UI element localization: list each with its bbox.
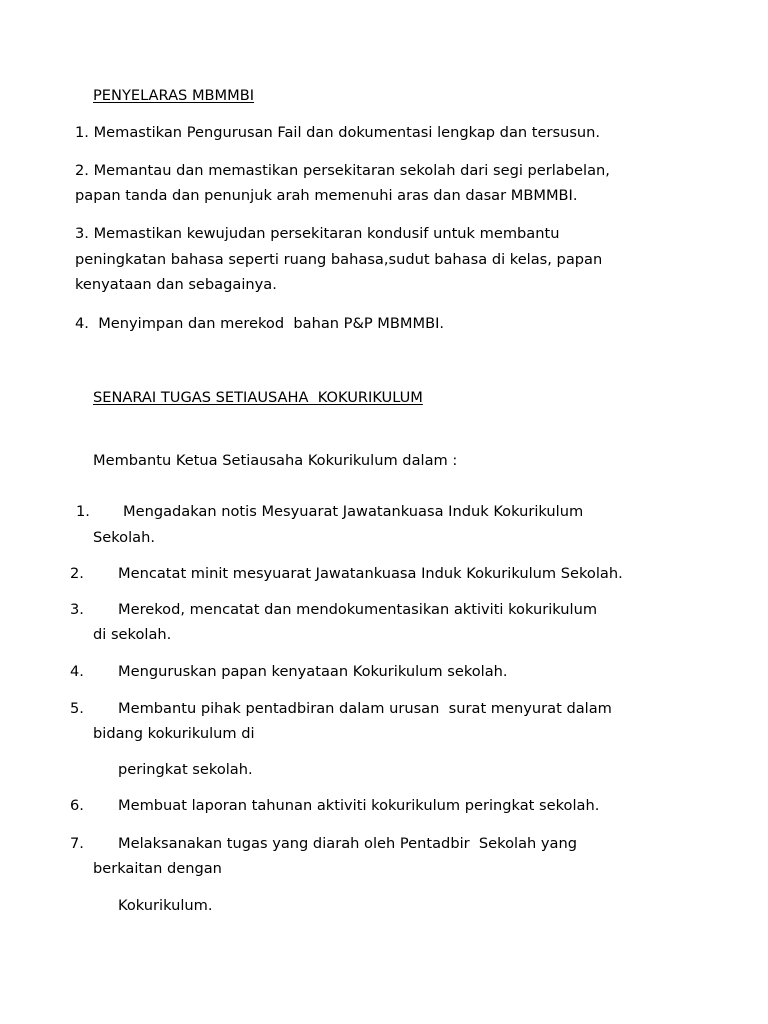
section1-item-4-line-1: 4. Menyimpan dan merekod bahan P&P MBMMBI.: [75, 315, 445, 332]
section1-item-3-line-2: peningkatan bahasa seperti ruang bahasa,sudut bahasa di kelas, papan: [75, 251, 603, 268]
section1-item-3-line-1: 3. Memastikan kewujudan persekitaran kondusif untuk membantu: [75, 225, 560, 242]
section2-item-3-line-1: Merekod, mencatat dan mendokumentasikan aktiviti kokurikulum: [118, 601, 598, 618]
section2-item-4-line-1: Menguruskan papan kenyataan Kokurikulum sekolah.: [118, 663, 508, 680]
section2-item-3-line-2: di sekolah.: [93, 626, 172, 643]
section2-item-2-number: 2.: [70, 565, 84, 582]
section2-item-7-number: 7.: [70, 835, 84, 852]
section2-item-5-number: 5.: [70, 700, 84, 717]
section2-item-5-line-1: Membantu pihak pentadbiran dalam urusan surat menyurat dalam: [118, 700, 612, 717]
section1-item-2-line-1: 2. Memantau dan memastikan persekitaran sekolah dari segi perlabelan,: [75, 162, 610, 179]
section2-heading: SENARAI TUGAS SETIAUSAHA KOKURIKULUM: [93, 389, 423, 406]
section2-item-5-line-2: bidang kokurikulum di: [93, 725, 255, 742]
section2-item-6-line-1: Membuat laporan tahunan aktiviti kokurikulum peringkat sekolah.: [118, 797, 600, 814]
section2-item-7-line-2: berkaitan dengan: [93, 860, 222, 877]
section2-item-1-number: 1.: [76, 503, 90, 520]
section2-item-2-line-1: Mencatat minit mesyuarat Jawatankuasa Induk Kokurikulum Sekolah.: [118, 565, 623, 582]
section2-item-7-line-3: Kokurikulum.: [118, 897, 213, 914]
section2-item-7-line-1: Melaksanakan tugas yang diarah oleh Pentadbir Sekolah yang: [118, 835, 577, 852]
section2-item-4-number: 4.: [70, 663, 84, 680]
section2-item-5-line-3: peringkat sekolah.: [118, 761, 253, 778]
section2-item-1-line-2: Sekolah.: [93, 529, 155, 546]
section1-item-3-line-3: kenyataan dan sebagainya.: [75, 276, 277, 293]
section1-heading: PENYELARAS MBMMBI: [93, 87, 255, 104]
section2-intro: Membantu Ketua Setiausaha Kokurikulum dalam :: [93, 452, 458, 469]
section2-item-6-number: 6.: [70, 797, 84, 814]
section2-item-3-number: 3.: [70, 601, 84, 618]
section2-item-1-line-1: Mengadakan notis Mesyuarat Jawatankuasa Induk Kokurikulum: [123, 503, 584, 520]
section1-item-2-line-2: papan tanda dan penunjuk arah memenuhi aras dan dasar MBMMBI.: [75, 187, 578, 204]
section1-item-1-line-1: 1. Memastikan Pengurusan Fail dan dokumentasi lengkap dan tersusun.: [75, 124, 601, 141]
